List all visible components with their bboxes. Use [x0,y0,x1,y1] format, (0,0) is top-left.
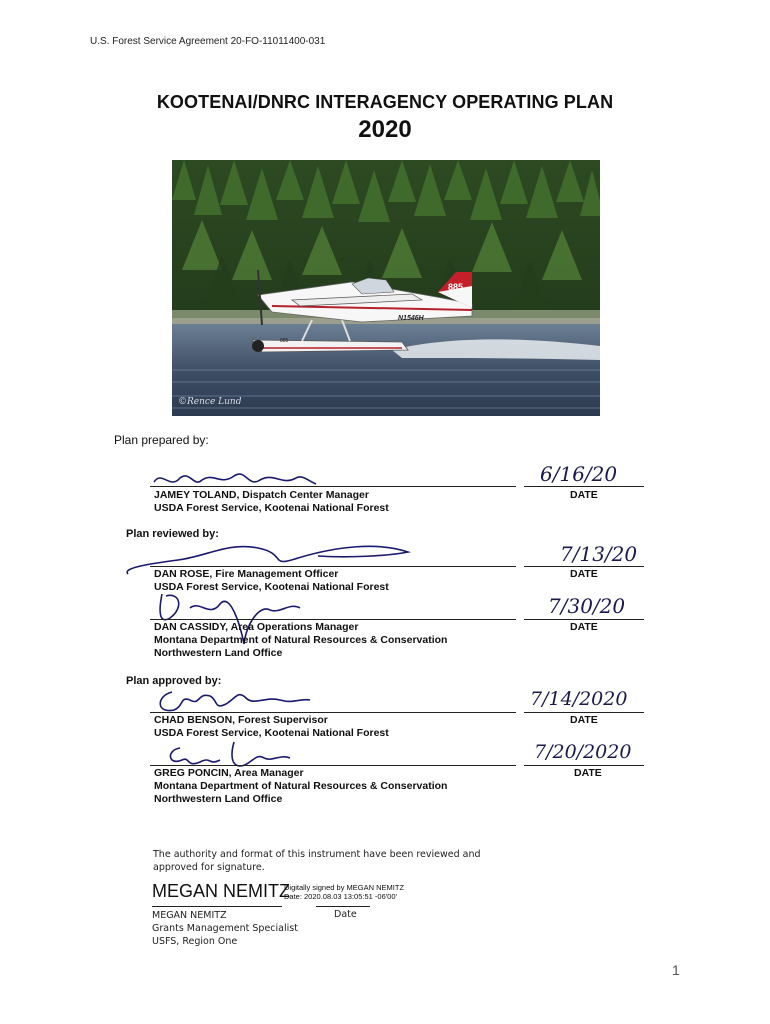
digital-signature-info [284,883,404,901]
signer-org: Montana Department of Natural Resources & Conservation [154,780,448,792]
grants-signer-title: Grants Management Specialist [152,923,298,934]
signer-org: USDA Forest Service, Kootenai National Forest [154,727,389,739]
photo-credit: ©Rence Lund [178,397,242,407]
float-number: 885 [280,338,289,344]
signer-office: Northwestern Land Office [154,793,283,805]
signer-name-rose: DAN ROSE, Fire Management Officer [154,568,339,580]
signature-line [150,712,516,713]
date-line [316,906,370,907]
handwritten-date: 7/13/20 [560,542,638,566]
document-title: KOOTENAI/DNRC INTERAGENCY OPERATING PLAN [156,92,614,112]
plane-registration: N1546H [398,315,424,322]
date-line [524,486,644,487]
handwritten-date: 7/14/2020 [530,688,628,710]
date-label: DATE [570,568,598,580]
date-line [524,712,644,713]
signer-name-toland: JAMEY TOLAND, Dispatch Center Manager [154,489,369,501]
digital-sign-date: Date: 2020.08.03 13:05:51 -06'00' [284,892,397,901]
date-label: DATE [570,489,598,501]
grants-date-label: Date [334,909,357,920]
signer-name-poncin: GREG PONCIN, Area Manager [154,767,304,779]
date-line [524,619,644,620]
signature-line [150,486,516,487]
signer-name-benson: CHAD BENSON, Forest Supervisor [154,714,328,726]
signer-org: USDA Forest Service, Kootenai National Forest [154,502,389,514]
digital-signed-by: Digitally signed by MEGAN NEMITZ [284,883,405,892]
date-line [524,765,644,766]
signature-line [150,566,516,567]
grants-signer-office: USFS, Region One [152,936,238,947]
date-label: DATE [570,621,598,633]
grants-signer-block [152,909,298,948]
handwritten-date: 7/30/20 [548,594,626,618]
signer-org: Montana Department of Natural Resources & Conservation [154,634,448,646]
signature-line [152,906,282,907]
handwritten-date: 6/16/20 [540,462,618,486]
approved-label: Plan approved by: [126,675,222,687]
handwritten-date: 7/20/2020 [534,741,632,763]
signature-line [150,619,516,620]
digital-signature-name: MEGAN NEMITZ [152,881,290,901]
document-year: 2020 [358,116,412,143]
plane-tail-number: 885 [448,282,464,292]
date-label: DATE [574,767,602,779]
signer-org: USDA Forest Service, Kootenai National Forest [154,581,389,593]
date-line [524,566,644,567]
signer-office: Northwestern Land Office [154,647,283,659]
cover-photo [172,160,600,416]
signer-name-cassidy: DAN CASSIDY, Area Operations Manager [154,621,359,633]
signature-line [150,765,516,766]
date-label: DATE [570,714,598,726]
page-number: 1 [672,962,680,978]
agreement-header: U.S. Forest Service Agreement 20-FO-11011400-031 [90,36,326,47]
grants-signer-name: MEGAN NEMITZ [152,910,227,921]
authority-statement: The authority and format of this instrument have been reviewed and approved for signature. [153,849,481,873]
prepared-label: Plan prepared by: [114,433,209,447]
reviewed-label: Plan reviewed by: [126,528,219,540]
